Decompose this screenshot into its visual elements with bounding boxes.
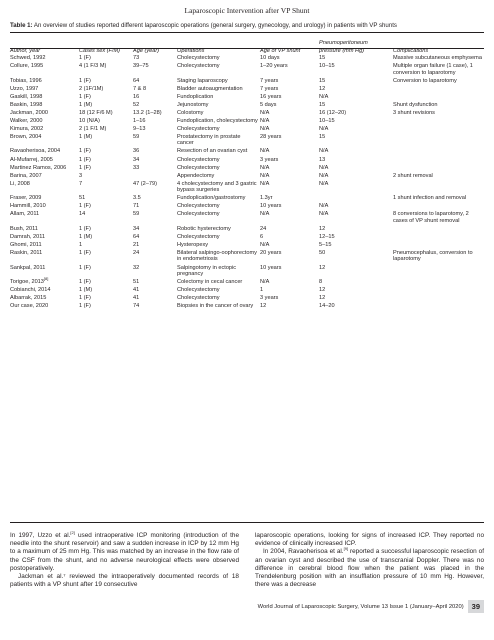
cell-complications (393, 265, 484, 280)
cell-pressure: 12 (319, 287, 326, 294)
cell-complications: 1 shunt infection and removal (393, 195, 467, 202)
cell-pressure: N/A (319, 93, 329, 100)
cell-age: 34 (133, 225, 140, 232)
cell-cases: 1 (F) (79, 156, 91, 163)
cell-age: 64 (133, 233, 140, 240)
cell-cases: 10 (N/A) (79, 117, 100, 124)
cell-cases: 2 (1F/1M) (79, 85, 104, 92)
cell-author: Gaskill, 1998 (10, 93, 43, 100)
table-bottom-rule (10, 522, 484, 523)
header-age: Age (year) (133, 47, 160, 54)
cell-shunt-age: 3 years (260, 295, 279, 302)
cell-pressure: 12 (319, 85, 326, 92)
cell-age (133, 173, 177, 181)
cell-complications: Pneumocephalus, conversion to laparotomy (393, 249, 473, 263)
table-row (10, 78, 484, 86)
cell-author: Torigoe, 2013[8] (10, 276, 49, 286)
cell-operations: Fundoplication, cholecystectomy (177, 117, 258, 124)
cell-pressure: 13 (319, 156, 326, 163)
cell-author: Al-Mufarrej, 2005 (10, 156, 53, 163)
cell-complications (393, 226, 484, 234)
cell-author: Tobias, 1996 (10, 77, 42, 84)
cell-complications (393, 181, 484, 196)
cell-operations: Fundoplication/gastrostomy (177, 195, 246, 202)
table-row (10, 157, 484, 165)
body-column-right (255, 532, 484, 589)
cell-author: Bush, 2011 (10, 225, 38, 232)
cell-age: 1–16 (133, 117, 146, 124)
table-row (10, 110, 484, 118)
cell-pressure: N/A (319, 148, 329, 155)
cell-age: 59 (133, 211, 140, 218)
cell-age: 3.5 (133, 195, 141, 202)
cell-complications (393, 157, 484, 165)
cell-operations: Robotic hysterectomy (177, 225, 231, 232)
cell-operations: Cholecystectomy (177, 203, 220, 210)
cell-shunt-age: 24 (260, 225, 267, 232)
cell-operations: Cholecystectomy (177, 211, 220, 218)
cell-pressure: N/A (319, 164, 329, 171)
cell-complications (393, 134, 484, 149)
table-row (10, 242, 484, 250)
cell-author: Allam, 2011 (10, 211, 40, 218)
cell-complications (393, 94, 484, 102)
cell-complications (393, 126, 484, 134)
cell-pressure: 5–15 (319, 241, 332, 248)
cell-cases: 1 (F) (79, 295, 91, 302)
cell-complications: 2 shunt removal (393, 172, 433, 179)
paragraph: In 2004, Ravaoherisoa et al.[9] reported a successful laparoscopic resection of an ovarian cyst and described the use of transcranial Doppler. There was no difference in cerebral blood flow when the patient was placed in the Trendelenburg position with an insufflation pressure of 10 mm Hg. However, there was a decrease (255, 546, 485, 589)
cell-cases: 1 (F) (79, 77, 91, 84)
cell-pressure: N/A (319, 172, 329, 179)
cell-shunt-age: 1.3yr (260, 195, 273, 202)
cell-complications: 8 conversions to laparotomy, 2 cases of VP shunt removal (393, 211, 469, 224)
cell-cases: 1 (F) (79, 225, 91, 232)
cell-operations: 4 cholecystectomy and 3 gastric bypass surgeries (177, 180, 257, 194)
cell-shunt-age: 28 years (260, 133, 282, 140)
cell-pressure: 14–20 (319, 303, 335, 310)
cell-operations: Cholecystectomy (177, 164, 220, 171)
cell-shunt-age: 1 (260, 287, 264, 294)
cell-operations: Prostatectomy in prostate cancer (177, 133, 241, 147)
cell-shunt-age: 10 years (260, 264, 282, 271)
table-row (10, 211, 484, 226)
cell-shunt-age: N/A (260, 148, 270, 155)
cell-author: Ghomi, 2011 (10, 241, 42, 248)
body-text (10, 529, 485, 589)
cell-pressure: 16 (12–20) (319, 109, 347, 116)
cell-operations: Jejunostomy (177, 101, 209, 108)
cell-pressure: N/A (319, 211, 329, 218)
cell-author: Fraser, 2009 (10, 195, 42, 202)
cell-shunt-age: 3 years (260, 156, 279, 163)
cell-cases: 1 (F) (79, 203, 91, 210)
cell-author: Sankpal, 2011 (10, 264, 46, 271)
cell-operations: Colectomy in cecal cancer (177, 279, 243, 286)
cell-age: 71 (133, 203, 140, 210)
cell-operations: Salpingotomy in ectopic pregnancy (177, 264, 237, 278)
cell-author: Damrah, 2011 (10, 233, 46, 240)
cell-cases: 1 (M) (79, 101, 93, 108)
cell-age: 13.2 (1–28) (133, 109, 162, 116)
cell-cases: 1 (M) (79, 287, 93, 294)
cell-pressure: N/A (319, 203, 329, 210)
cell-age: 32 (133, 264, 140, 271)
table-body (10, 55, 484, 311)
header-shunt-age: Age of VP shunt (260, 47, 301, 54)
paragraph: In 1997, Uzzo et al.[2] used intraoperative ICP monitoring (introduction of the needle into the shunt reservoir) and saw a sudden increase in ICP by 12 mm Hg to a maximum of 25 mm Hg. This was matched by an increase in the flow rate of the CSF from the shunt, and no adverse neurological effects were observed postoperatively. (10, 529, 239, 572)
cell-age: 73 (133, 55, 140, 61)
cell-age: 64 (133, 77, 140, 84)
cell-author: Albarrak, 2015 (10, 295, 47, 302)
cell-operations: Bilateral salpingo-oophorectomy in endometriosis (177, 249, 257, 263)
table-row (10, 86, 484, 94)
cell-cases: 1 (F) (79, 249, 91, 256)
cell-author: Brown, 2004 (10, 133, 42, 140)
cell-age: 33 (133, 164, 140, 171)
table-row (10, 55, 484, 63)
cell-author: Cobianchi, 2014 (10, 287, 51, 294)
cell-author: Ravaoherisoa, 2004 (10, 148, 61, 155)
cell-complications: Massive subcutaneous emphysema (393, 55, 482, 61)
cell-author: Jackman, 2000 (10, 109, 48, 116)
cell-operations: Hysteropexy (177, 241, 209, 248)
cell-cases: 1 (F) (79, 164, 91, 171)
cell-pressure: 12 (319, 264, 326, 271)
table-row (10, 195, 484, 203)
cell-shunt-age: 6 (260, 233, 264, 240)
cell-pressure: 10–15 (319, 63, 335, 70)
header-cases: Cases sex (F/M) (79, 47, 121, 54)
cell-author: Martinez Ramos, 2006 (10, 164, 67, 171)
cell-age: 41 (133, 287, 140, 294)
cell-shunt-age: N/A (260, 117, 270, 124)
header-author: Author, year (10, 47, 41, 54)
cell-age: 36 (133, 148, 140, 155)
cell-pressure: N/A (319, 125, 329, 132)
table-row (10, 303, 484, 311)
table-row (10, 126, 484, 134)
cell-complications (393, 203, 484, 211)
cell-operations: Cholecystectomy (177, 295, 220, 302)
table-row (10, 287, 484, 295)
cell-author: Barina, 2007 (10, 172, 42, 179)
cell-operations: Cholecystectomy (177, 233, 220, 240)
cell-operations: Cholecystectomy (177, 156, 220, 163)
table-row (10, 250, 484, 265)
cell-operations: Cholecystectomy (177, 63, 220, 70)
table-top-rule (10, 32, 484, 33)
cell-cases: 4 (1 F/3 M) (79, 63, 107, 70)
cell-age: 52 (133, 101, 140, 108)
page-number: 39 (468, 600, 484, 613)
running-head: Laparoscopic Intervention after VP Shunt (184, 6, 310, 15)
cell-age: 21 (133, 241, 140, 248)
table-row (10, 94, 484, 102)
cell-author: Collure, 1995 (10, 63, 44, 70)
table-row (10, 295, 484, 303)
cell-cases: 14 (79, 211, 86, 218)
table-caption (10, 22, 490, 29)
cell-shunt-age: 16 years (260, 93, 282, 100)
table-row (10, 118, 484, 126)
cell-pressure: N/A (319, 180, 329, 187)
cell-operations: Cholecystectomy (177, 287, 220, 294)
citation-ref: [8] (43, 276, 49, 282)
cell-shunt-age: N/A (260, 172, 270, 179)
cell-operations: Cholecystectomy (177, 125, 220, 132)
header-rule (10, 48, 484, 49)
table-row (10, 173, 484, 181)
cell-age: 24 (133, 249, 140, 256)
cell-complications (393, 303, 484, 311)
cell-age: 51 (133, 279, 140, 286)
cell-shunt-age: N/A (260, 211, 270, 218)
cell-complications (393, 234, 484, 242)
cell-pressure: 50 (319, 249, 326, 256)
cell-pressure: 15 (319, 77, 326, 84)
cell-shunt-age: N/A (260, 180, 270, 187)
cell-pressure: 10–15 (319, 117, 335, 124)
cell-cases: 1 (F) (79, 93, 91, 100)
table-row (10, 63, 484, 78)
cell-age: 7 & 8 (133, 85, 147, 92)
table-row (10, 102, 484, 110)
cell-author: Walker, 2000 (10, 117, 43, 124)
body-column-left (10, 529, 239, 589)
cell-complications (393, 148, 484, 156)
cell-age: 74 (133, 303, 140, 310)
cell-shunt-age: N/A (260, 241, 270, 248)
cell-complications (393, 287, 484, 295)
cell-cases: 1 (M) (79, 133, 93, 140)
cell-complications: Shunt dysfunction (393, 101, 438, 108)
cell-author: Raskin, 2011 (10, 249, 43, 256)
table-row (10, 181, 484, 196)
table-row (10, 234, 484, 242)
cell-pressure: 15 (319, 133, 326, 140)
cell-author: Schwed, 1992 (10, 55, 46, 61)
cell-operations: Appendectomy (177, 172, 215, 179)
cell-operations: Cholecystectomy (177, 55, 220, 61)
cell-complications (393, 118, 484, 126)
cell-age: 59 (133, 133, 140, 140)
table-row (10, 148, 484, 156)
paragraph: Jackman et al.⁷ reviewed the intraoperatively documented records of 18 patients with a VP shunt after 19 consecutive (10, 573, 239, 589)
cell-cases: 1 (F) (79, 279, 91, 286)
cell-shunt-age: N/A (260, 164, 270, 171)
cell-cases: 1 (F) (79, 148, 91, 155)
cell-cases: 1 (79, 241, 83, 248)
cell-operations: Colostomy (177, 109, 204, 116)
cell-pressure: 8 (319, 279, 323, 286)
header-pressure-top: Pneumoperitoneum (319, 40, 368, 46)
cell-author: Kimura, 2002 (10, 125, 44, 132)
table-caption-label: Table 1: (10, 22, 33, 29)
cell-shunt-age: N/A (260, 109, 270, 116)
cell-shunt-age: 7 years (260, 77, 279, 84)
cell-age: 9–13 (133, 125, 146, 132)
cell-age: 47 (2–79) (133, 180, 157, 187)
header-complications: Complications (393, 47, 429, 54)
cell-age: 16 (133, 93, 140, 100)
header-operations: Operations (177, 47, 205, 54)
cell-author: Baskin, 1998 (10, 101, 43, 108)
cell-shunt-age: 12 (260, 303, 267, 310)
cell-shunt-age: 1–20 years (260, 63, 288, 70)
cell-complications (393, 279, 484, 287)
cell-cases: 1 (F) (79, 264, 91, 271)
cell-author: Hammill, 2010 (10, 203, 46, 210)
cell-complications: Multiple organ failure (1 case), 1 conversion to laparotomy (393, 63, 473, 76)
header-pressure: pressure (mm Hg) (319, 47, 365, 54)
table-row (10, 134, 484, 149)
cell-cases: 51 (79, 195, 86, 202)
cell-operations: Bladder autoaugmentation (177, 85, 243, 92)
paragraph: laparoscopic operations, looking for signs of increased ICP. They reported no evidence of clinically increased ICP. (255, 532, 484, 548)
cell-pressure (319, 195, 393, 203)
cell-complications (393, 165, 484, 173)
journal-citation: World Journal of Laparoscopic Surgery, Volume 13 Issue 1 (January–April 2020) (257, 603, 464, 610)
table-row (10, 265, 484, 280)
cell-age: 39–75 (133, 63, 149, 70)
cell-complications (393, 86, 484, 94)
cell-complications (393, 295, 484, 303)
table-row (10, 226, 484, 234)
table-row (10, 279, 484, 287)
cell-cases: 1 (F) (79, 303, 91, 310)
cell-shunt-age: N/A (260, 125, 270, 132)
cell-pressure: 12–15 (319, 233, 335, 240)
cell-complications: Conversion to laparotomy (393, 77, 457, 84)
cell-author: Uzzo, 1997 (10, 85, 39, 92)
cell-cases: 1 (M) (79, 233, 93, 240)
cell-complications: 3 shunt revisions (393, 109, 435, 116)
cell-operations: Staging laparoscopy (177, 77, 228, 84)
cell-shunt-age: 10 days (260, 55, 280, 61)
studies-table (10, 40, 484, 311)
cell-operations: Resection of an ovarian cyst (177, 148, 248, 155)
cell-cases: 2 (1 F/1 M) (79, 125, 107, 132)
cell-pressure: 12 (319, 295, 326, 302)
table-row (10, 165, 484, 173)
cell-age: 41 (133, 295, 140, 302)
cell-pressure: 15 (319, 55, 326, 61)
page-footer (258, 600, 484, 613)
cell-cases: 7 (79, 180, 83, 187)
cell-operations: Biopsies in the cancer of ovary (177, 303, 254, 310)
cell-shunt-age: N/A (260, 279, 270, 286)
cell-cases: 18 (12 F/6 M) (79, 109, 113, 116)
cell-operations: Fundoplication (177, 93, 214, 100)
cell-shunt-age: 7 years (260, 85, 279, 92)
cell-pressure: 15 (319, 101, 326, 108)
cell-author: Li, 2008 (10, 180, 30, 187)
cell-shunt-age: 10 years (260, 203, 282, 210)
cell-cases: 1 (F) (79, 55, 91, 61)
cell-cases: 3 (79, 172, 83, 179)
table-row (10, 203, 484, 211)
cell-pressure: 12 (319, 225, 326, 232)
cell-author: Our case, 2020 (10, 303, 49, 310)
cell-shunt-age: 5 days (260, 101, 277, 108)
cell-age: 34 (133, 156, 140, 163)
cell-complications (393, 242, 484, 250)
cell-shunt-age: 20 years (260, 249, 282, 256)
table-caption-text: An overview of studies reported different laparoscopic operations (general surgery, gynecology, and urology) in patients with VP shunts (32, 22, 397, 29)
